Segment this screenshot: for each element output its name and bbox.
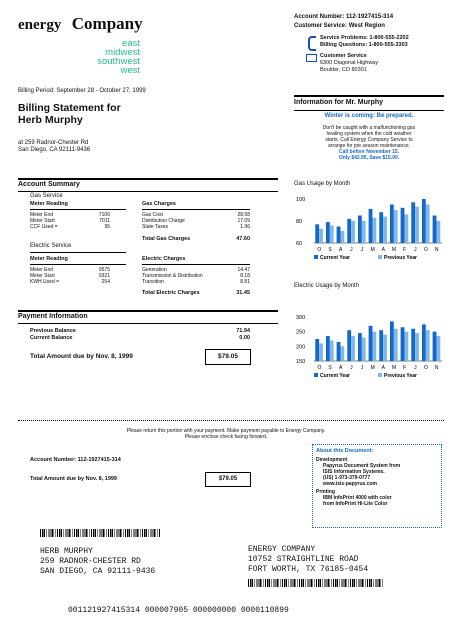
electric-charge-label: Generation: [142, 267, 167, 273]
gas-charges-title: Gas Charges: [142, 201, 176, 207]
current-year-bar: [358, 333, 362, 361]
x-tick-label: J: [414, 247, 417, 253]
remit-total-label: Total Amount due by Nov. 8, 1999: [30, 476, 117, 482]
previous-year-bar: [340, 231, 344, 243]
previous-year-bar: [340, 346, 344, 361]
company-mailing-address: [248, 545, 368, 575]
y-tick-label: 100: [296, 197, 306, 203]
electric-meter-row: [30, 279, 110, 285]
company-mailing-line2: 10752 STRAIGHTLINE ROAD: [248, 555, 359, 564]
about-print-line2: from InfoPrint Hi-Lite Color: [323, 501, 388, 507]
info-body-line4: arrange for pre season maintenance.: [328, 143, 410, 149]
about-dev-line1: Papyrus Document System from: [323, 463, 401, 469]
legend-swatch-current: [314, 373, 318, 377]
y-tick-label: 150: [296, 359, 306, 365]
x-tick-label: J: [350, 365, 353, 371]
gas-total-row: [142, 236, 250, 243]
gas-charge-label: Gas Cost: [142, 212, 163, 218]
electric-meter-label: Meter End: [30, 267, 54, 273]
info-body-line1: Don't be caught with a malfunctioning gas: [322, 125, 416, 131]
customer-address-line2: San Diego, CA 92111-9436: [18, 147, 91, 153]
logo-region-southwest: southwest: [97, 56, 140, 67]
gas-meter-value: 7011: [99, 218, 110, 224]
electric-meter-table: [30, 267, 110, 285]
previous-balance-row: [30, 328, 250, 335]
previous-year-bar: [372, 332, 376, 361]
scanline: 001121927415314 000007905 000000000 0000110899: [68, 606, 289, 615]
gas-charge-label: State Taxes: [142, 224, 169, 230]
current-year-bar: [411, 202, 415, 243]
previous-year-bar: [351, 221, 355, 243]
company-postal-barcode: [248, 579, 383, 587]
electric-charge-value: 14.47: [237, 267, 250, 273]
current-year-bar: [401, 208, 405, 243]
gas-meter-label: Meter Start: [30, 218, 55, 224]
about-box: [312, 444, 442, 528]
phone-icon: [308, 36, 316, 51]
legend-previous-year: Previous Year: [384, 373, 417, 379]
info-body-line2: heating system when the cold weather: [326, 131, 412, 137]
statement-title: [18, 102, 121, 126]
gas-charges-table: [142, 212, 250, 230]
current-year-bar: [315, 224, 319, 243]
x-tick-label: A: [338, 247, 343, 253]
total-due-label: Total Amount due by Nov. 8, 1999: [30, 353, 133, 360]
gas-meter-table: [30, 212, 110, 230]
account-summary-title: Account Summary: [18, 181, 80, 188]
x-tick-label: O: [317, 365, 322, 371]
current-year-bar: [326, 336, 330, 361]
y-tick-label: 60: [296, 241, 303, 247]
gas-meter-label: CCF Used =: [30, 224, 58, 230]
electric-charge-value: 8.81: [240, 279, 250, 285]
electric-meter-value: 9321: [98, 273, 110, 279]
previous-year-bar: [436, 336, 440, 361]
previous-year-bar: [394, 329, 398, 361]
logo-regions: [97, 39, 140, 75]
about-title: About this Document:: [316, 448, 374, 454]
current-balance-row: [30, 335, 250, 342]
legend-current-year: Current Year: [320, 373, 350, 379]
x-tick-label: M: [391, 247, 397, 253]
about-development: Development: [316, 457, 348, 463]
x-tick-label: A: [381, 247, 386, 253]
gas-charge-label: Distribution Charge: [142, 218, 185, 224]
x-tick-label: F: [403, 365, 407, 371]
electric-charges-title: Electric Charges: [142, 256, 186, 262]
customer-mailing-address: [40, 547, 155, 577]
total-due-box: $79.05: [205, 349, 251, 365]
info-body: [294, 125, 444, 161]
header-account-number: Account Number: 112-1927415-314: [294, 14, 394, 20]
about-print-line1: IBM InfoPrint 4000 with color: [323, 495, 392, 501]
x-tick-label: F: [403, 247, 407, 253]
current-year-bar: [411, 329, 415, 361]
remit-instruction-1: Please return this portion with your payment. Make payment payable to Energy Company.: [126, 428, 326, 434]
about-dev-line2: ISIS Information Systems.: [323, 469, 385, 475]
gas-chart-title: Gas Usage by Month: [294, 181, 351, 187]
legend-current-year: Current Year: [320, 255, 350, 261]
electric-meter-value: 254: [101, 279, 110, 285]
info-offer-line: Only $42.95, Save $15.00.: [338, 155, 400, 161]
previous-year-bar: [319, 229, 323, 243]
previous-year-bar: [415, 207, 419, 243]
electric-charge-label: Transmission & Distribution: [142, 273, 203, 279]
current-year-bar: [358, 216, 362, 244]
current-year-bar: [315, 339, 319, 361]
gas-usage-chart: [290, 195, 446, 271]
x-tick-label: O: [424, 365, 428, 371]
legend-swatch-previous: [378, 373, 382, 377]
company-mailing-line3: FORT WORTH, TX 76185-0454: [248, 565, 369, 574]
current-year-bar: [347, 219, 351, 243]
previous-year-bar: [383, 217, 387, 243]
electric-charge-row: [142, 279, 250, 285]
info-headline: Winter is coming: Be prepared.: [324, 113, 414, 119]
y-tick-label: 250: [296, 329, 306, 336]
electric-meter-label: Meter Start: [30, 273, 55, 279]
previous-year-bar: [362, 338, 366, 361]
remit-instructions: [0, 428, 452, 440]
x-tick-label: J: [360, 365, 364, 371]
electric-total-value: 31.45: [236, 290, 250, 296]
billing-questions-line: Billing Questions: 1-800-555-3303: [320, 42, 408, 48]
logo-region-midwest: midwest: [105, 47, 140, 58]
current-year-bar: [390, 205, 394, 244]
x-tick-label: M: [370, 365, 375, 371]
current-year-bar: [433, 216, 437, 244]
info-call-line: Call before November 15.: [338, 149, 400, 155]
x-tick-label: N: [434, 365, 439, 371]
electric-usage-chart: [290, 313, 446, 389]
gas-meter-value: 7106: [98, 212, 110, 218]
current-year-bar: [422, 324, 426, 361]
previous-balance-value: 71.94: [236, 328, 250, 334]
about-printing: Printing: [316, 489, 335, 495]
electric-total-row: [142, 290, 250, 297]
mail-icon: [306, 54, 317, 62]
x-tick-label: S: [328, 365, 332, 371]
logo-region-west: west: [120, 65, 140, 76]
legend-swatch-current: [314, 255, 318, 259]
electric-chart-title: Electric Usage by Month: [294, 283, 360, 289]
logo-region-east: east: [122, 38, 140, 49]
x-tick-label: A: [338, 365, 343, 371]
customer-mailing-line2: 259 RADNOR-CHESTER RD: [40, 557, 141, 566]
x-tick-label: A: [381, 365, 386, 371]
current-year-bar: [347, 330, 351, 361]
x-tick-label: M: [391, 365, 397, 371]
previous-year-bar: [383, 335, 387, 361]
current-year-bar: [369, 326, 373, 361]
gas-total-label: Total Gas Charges: [142, 236, 191, 242]
current-year-bar: [433, 332, 437, 361]
previous-year-bar: [394, 210, 398, 243]
x-tick-label: S: [328, 247, 332, 253]
remit-instruction-2: Please enclose check facing forward.: [184, 434, 268, 440]
current-year-bar: [379, 212, 383, 243]
y-tick-label: 300: [296, 315, 306, 321]
previous-year-bar: [319, 343, 323, 361]
current-year-bar: [379, 330, 383, 361]
previous-year-bar: [362, 221, 366, 243]
current-year-bar: [337, 342, 341, 361]
legend-swatch-previous: [378, 255, 382, 259]
electric-meter-label: KWH Used =: [30, 279, 60, 285]
statement-title-line1: Billing Statement for: [18, 102, 121, 114]
x-tick-label: J: [360, 247, 364, 253]
payment-title: Payment Information: [18, 313, 88, 320]
gas-charge-value: 28.58: [237, 212, 250, 218]
company-mailing-line1: ENERGY COMPANY: [248, 545, 316, 554]
current-year-bar: [337, 227, 341, 244]
current-balance-label: Current Balance: [30, 335, 73, 341]
electric-meter-reading-label: Meter Reading: [30, 256, 68, 262]
tear-line: [18, 420, 444, 421]
previous-year-bar: [330, 340, 334, 361]
previous-year-bar: [426, 330, 430, 361]
current-balance-value: 0.00: [239, 335, 250, 341]
y-tick-label: 80: [296, 219, 303, 225]
gas-meter-reading-label: Meter Reading: [30, 201, 68, 207]
customer-mailing-line3: SAN DIEGO, CA 92111-9436: [40, 567, 156, 576]
electric-service-label: Electric Service: [30, 243, 72, 249]
gas-meter-value: 95: [104, 224, 110, 230]
current-year-bar: [326, 222, 330, 243]
gas-meter-label: Meter End: [30, 212, 54, 218]
cs-address-2: Boulder, CO 80301: [320, 67, 367, 73]
about-dev-line3: (US) 1-973-379-0777: [323, 475, 371, 481]
statement-title-name: Herb Murphy: [18, 114, 83, 126]
remit-total-box: $79.05: [205, 472, 251, 487]
customer-postal-barcode: [40, 529, 160, 537]
logo-word-energy: energy: [18, 17, 62, 33]
x-tick-label: M: [370, 247, 375, 253]
electric-charge-label: Transition: [142, 279, 164, 285]
previous-year-bar: [372, 218, 376, 243]
cs-title: Customer Service: [320, 53, 367, 59]
previous-balance-label: Previous Balance: [30, 328, 76, 334]
current-year-bar: [401, 327, 405, 361]
previous-year-bar: [436, 221, 440, 243]
x-tick-label: J: [414, 365, 417, 371]
electric-charges-table: [142, 267, 250, 285]
billing-period: Billing Period: September 28 - October 27, 1999: [18, 88, 146, 94]
y-tick-label: 200: [296, 344, 306, 351]
logo-word-company: Company: [71, 14, 143, 33]
electric-meter-value: 9575: [98, 267, 110, 273]
x-tick-label: J: [350, 247, 353, 253]
gas-charge-value: 1.96: [240, 224, 250, 230]
previous-year-bar: [404, 332, 408, 361]
legend-previous-year: Previous Year: [384, 255, 417, 261]
company-logo: [18, 14, 143, 34]
previous-year-bar: [330, 225, 334, 243]
gas-meter-row: [30, 224, 110, 230]
electric-total-label: Total Electric Charges: [142, 290, 200, 296]
gas-total-value: 47.60: [236, 236, 250, 242]
about-dev-line4: www.isis-papyrus.com: [323, 481, 377, 487]
service-problems-line: Service Problems: 1-800-555-2202: [320, 35, 409, 41]
previous-year-bar: [415, 333, 419, 361]
x-tick-label: O: [317, 247, 322, 253]
gas-charge-value: 17.09: [237, 218, 250, 224]
current-year-bar: [390, 321, 394, 361]
previous-year-bar: [404, 214, 408, 243]
cs-address-1: 6300 Diagonal Highway: [320, 60, 379, 66]
x-tick-label: O: [424, 247, 428, 253]
previous-year-bar: [351, 336, 355, 361]
header-customer-service: Customer Service: West Region: [294, 23, 385, 29]
info-body-line3: starts. Call Energy Company Service to: [325, 137, 413, 143]
info-title: Information for Mr. Murphy: [294, 99, 384, 106]
current-year-bar: [369, 209, 373, 243]
customer-mailing-line1: HERB MURPHY: [40, 547, 93, 556]
electric-charge-value: 8.18: [240, 273, 250, 279]
remit-account-number: Account Number: 112-1927415-314: [30, 457, 121, 463]
gas-service-label: Gas Service: [30, 193, 63, 199]
customer-address-line1: at 259 Radnor-Chester Rd: [18, 140, 89, 146]
previous-year-bar: [426, 205, 430, 244]
current-year-bar: [422, 199, 426, 243]
x-tick-label: N: [434, 247, 439, 253]
customer-address: [18, 140, 90, 154]
gas-charge-row: [142, 224, 250, 230]
